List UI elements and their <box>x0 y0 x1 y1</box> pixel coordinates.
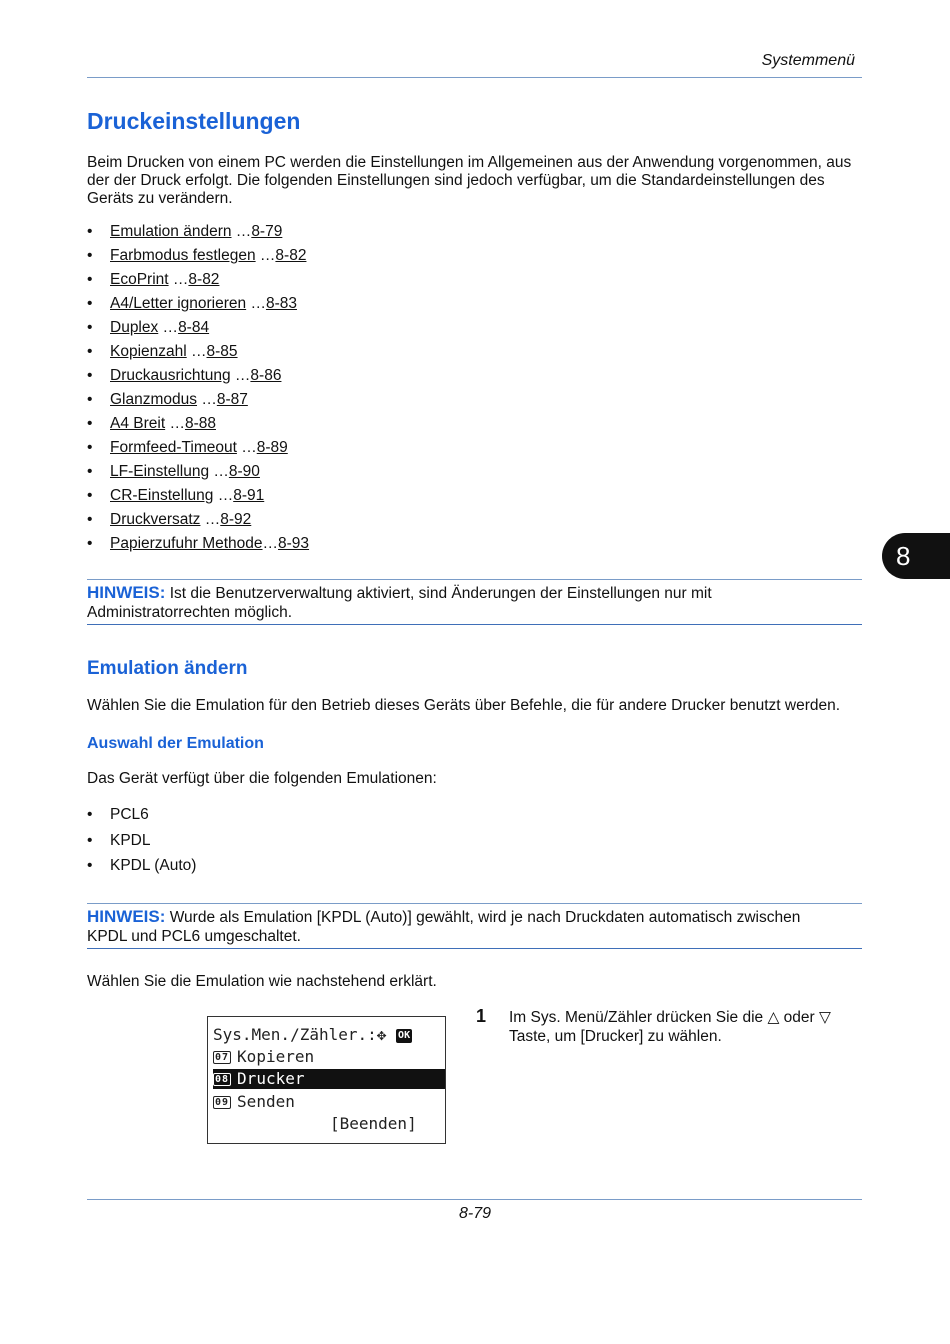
page-number: 8-79 <box>458 1205 492 1222</box>
toc-page-link[interactable]: 8-92 <box>220 511 252 528</box>
toc-link[interactable]: Kopienzahl <box>110 343 187 360</box>
bullet-icon: • <box>87 415 93 432</box>
step-line: Im Sys. Menü/Zähler drücken Sie die △ oder ▽ <box>509 1009 831 1026</box>
toc-page-link[interactable]: 8-83 <box>265 295 297 312</box>
toc-separator: … <box>246 295 266 312</box>
toc-link[interactable]: A4/Letter ignorieren <box>110 295 247 312</box>
intro-paragraph <box>87 154 865 208</box>
toc-item <box>87 269 309 293</box>
bullet-icon: • <box>87 247 93 264</box>
toc-link[interactable]: Farbmodus festlegen <box>110 247 256 264</box>
toc-item <box>87 389 309 413</box>
toc-link[interactable]: EcoPrint <box>110 271 169 288</box>
toc-page-link[interactable]: 8-90 <box>228 463 260 480</box>
toc-link[interactable]: Druckausrichtung <box>110 367 231 384</box>
toc-separator: … <box>200 511 221 528</box>
bullet-icon: • <box>87 271 93 288</box>
intro-line: Geräts zu verändern. <box>87 190 233 207</box>
toc-page-link[interactable]: 8-88 <box>184 415 216 432</box>
instruction-text: Wählen Sie die Emulation wie nachstehend erklärt. <box>87 973 437 990</box>
note-label: HINWEIS: <box>87 907 166 926</box>
bullet-icon: • <box>87 295 93 312</box>
emulation-list <box>87 805 196 882</box>
toc-separator: … <box>262 535 279 552</box>
note-text-continued: KPDL und PCL6 umgeschaltet. <box>87 928 301 945</box>
emulation-item <box>87 831 196 857</box>
bullet-icon: • <box>87 831 93 849</box>
toc-page-link[interactable]: 8-84 <box>178 319 210 336</box>
chapter-tab: 8 <box>882 533 950 579</box>
emulation-label: KPDL (Auto) <box>110 857 197 874</box>
bullet-icon: • <box>87 463 93 480</box>
toc-page-link[interactable]: 8-86 <box>250 367 282 384</box>
bullet-icon: • <box>87 806 93 823</box>
emulation-item <box>87 805 196 831</box>
lcd-item-label: Drucker <box>237 1069 305 1088</box>
toc-item <box>87 341 309 365</box>
bullet-icon: • <box>87 391 93 408</box>
lcd-menu-item-selected <box>213 1069 445 1089</box>
toc-link[interactable]: Formfeed-Timeout <box>110 439 237 456</box>
step-line: Taste, um [Drucker] zu wählen. <box>509 1028 722 1045</box>
toc-link[interactable]: Duplex <box>110 319 159 336</box>
toc-link[interactable]: Emulation ändern <box>110 223 232 240</box>
toc-item <box>87 293 309 317</box>
lcd-menu-item <box>213 1047 314 1067</box>
toc-item <box>87 509 309 533</box>
toc-separator: … <box>255 247 276 264</box>
bullet-icon: • <box>87 511 93 528</box>
toc-separator: … <box>209 463 229 480</box>
toc-item <box>87 533 309 557</box>
intro-line: der der Druck erfolgt. Die folgenden Einstellungen sind jedoch verfügbar, um die Standardeinstellungen des <box>87 172 825 189</box>
item-number-icon: 09 <box>215 1097 230 1108</box>
toc-separator: … <box>158 319 179 336</box>
settings-toc <box>87 221 309 557</box>
toc-separator: … <box>168 271 189 288</box>
toc-page-link[interactable]: 8-87 <box>216 391 248 408</box>
footer-rule <box>87 1199 862 1200</box>
ok-icon: OK <box>398 1030 411 1041</box>
toc-page-link[interactable]: 8-79 <box>251 223 283 240</box>
toc-separator: … <box>231 223 252 240</box>
note-box-admin <box>87 579 862 625</box>
bullet-icon: • <box>87 367 93 384</box>
toc-link[interactable]: Papierzufuhr Methode <box>110 535 263 552</box>
bullet-icon: • <box>87 319 93 336</box>
lcd-item-label: Kopieren <box>237 1047 315 1066</box>
toc-page-link[interactable]: 8-85 <box>206 343 238 360</box>
lcd-title-row <box>213 1025 412 1045</box>
bullet-icon: • <box>87 487 93 504</box>
note-box-kpdl <box>87 903 862 949</box>
bullet-icon: • <box>87 223 93 240</box>
step-instruction <box>509 1008 859 1046</box>
note-text: Ist die Benutzerverwaltung aktiviert, sind Änderungen der Einstellungen nur mit <box>165 585 712 602</box>
toc-item <box>87 437 309 461</box>
toc-link[interactable]: Druckversatz <box>110 511 201 528</box>
toc-link[interactable]: LF-Einstellung <box>110 463 210 480</box>
navigation-icon: ✥ <box>376 1025 387 1044</box>
header-rule <box>87 77 862 78</box>
toc-separator: … <box>165 415 185 432</box>
toc-item <box>87 317 309 341</box>
toc-separator: … <box>186 343 207 360</box>
bullet-icon: • <box>87 343 93 360</box>
lcd-item-label: Senden <box>237 1092 295 1111</box>
bullet-icon: • <box>87 857 93 874</box>
note-label: HINWEIS: <box>87 583 166 602</box>
section-title: Emulation ändern <box>87 658 248 679</box>
toc-page-link[interactable]: 8-93 <box>278 535 310 552</box>
bullet-icon: • <box>87 439 93 456</box>
running-header: Systemmenü <box>761 52 855 69</box>
toc-link[interactable]: A4 Breit <box>110 415 166 432</box>
lcd-exit-label: [Beenden] <box>330 1114 417 1133</box>
toc-separator: … <box>236 439 257 456</box>
toc-page-link[interactable]: 8-91 <box>233 487 265 504</box>
toc-item <box>87 485 309 509</box>
toc-page-link[interactable]: 8-89 <box>256 439 288 456</box>
page-title: Druckeinstellungen <box>87 108 301 134</box>
toc-item <box>87 461 309 485</box>
toc-separator: … <box>197 391 217 408</box>
lcd-title: Sys.Men./Zähler.: <box>213 1025 377 1044</box>
section-description: Wählen Sie die Emulation für den Betrieb dieses Geräts über Befehle, die für andere Drucker benutzt werden. <box>87 697 841 714</box>
toc-link[interactable]: CR-Einstellung <box>110 487 214 504</box>
step-number: 1 <box>476 1006 487 1026</box>
toc-page-link[interactable]: 8-82 <box>188 271 220 288</box>
emulation-item <box>87 856 196 882</box>
note-text-continued: Administratorrechten möglich. <box>87 604 293 621</box>
intro-line: Beim Drucken von einem PC werden die Einstellungen im Allgemeinen aus der Anwendung vorgenommen, aus <box>87 154 852 171</box>
toc-item <box>87 221 309 245</box>
toc-separator: … <box>230 367 251 384</box>
emulation-label: KPDL <box>110 831 151 849</box>
toc-item <box>87 413 309 437</box>
bullet-icon: • <box>87 535 93 552</box>
subsection-title: Auswahl der Emulation <box>87 735 264 752</box>
note-text: Wurde als Emulation [KPDL (Auto)] gewählt, wird je nach Druckdaten automatisch zwischen <box>165 909 801 926</box>
toc-page-link[interactable]: 8-82 <box>275 247 307 264</box>
lcd-menu-item <box>213 1092 295 1112</box>
emulations-intro: Das Gerät verfügt über die folgenden Emulationen: <box>87 770 437 787</box>
item-number-icon: 07 <box>215 1052 230 1063</box>
lcd-display <box>207 1016 446 1144</box>
toc-item <box>87 365 309 389</box>
toc-link[interactable]: Glanzmodus <box>110 391 198 408</box>
item-number-icon: 08 <box>215 1074 230 1085</box>
toc-item <box>87 245 309 269</box>
toc-separator: … <box>213 487 234 504</box>
emulation-label: PCL6 <box>110 806 149 823</box>
